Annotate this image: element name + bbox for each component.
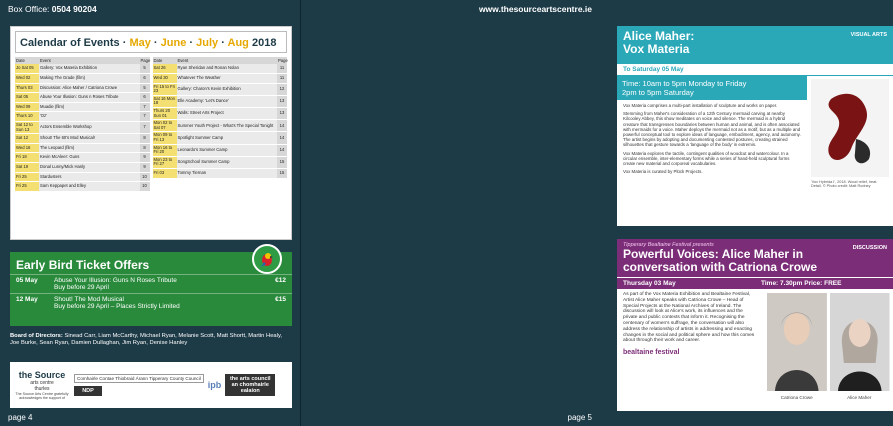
- offer-price: €15: [275, 296, 286, 303]
- event-name: Gallery: Vox Materia Exhibition: [39, 64, 140, 74]
- event-date: Thurs 03: [15, 83, 39, 93]
- table-row[interactable]: [153, 169, 288, 179]
- pv-description: [617, 289, 763, 395]
- event-page: 14: [277, 120, 287, 132]
- event-name: Leonardo's Summer Camp: [177, 144, 278, 156]
- header-page: Page: [278, 58, 288, 63]
- month-aug: Aug: [227, 37, 249, 49]
- vox-times: [617, 76, 807, 100]
- offer-date: 05 May: [16, 277, 38, 284]
- event-name: Elle Academy: 'Let's Dance': [177, 95, 278, 107]
- calendar-title: Calendar of Events · May · June · July · Aug 2018: [15, 31, 287, 53]
- event-page: 10: [140, 182, 150, 192]
- powerful-voices-header: [617, 239, 893, 277]
- event-page: 15: [277, 169, 287, 179]
- box-office-label: Box Office:: [8, 4, 50, 14]
- event-page: 9: [140, 153, 150, 163]
- vox-materia-header: [617, 26, 893, 64]
- calendar-column-left: [15, 57, 150, 192]
- ipb-logo: ipb: [207, 380, 222, 390]
- month-may: May: [129, 37, 151, 49]
- table-row[interactable]: [15, 122, 150, 134]
- council-logo: Comhairle Contae Thiobraid Árann Tipperary County Council: [74, 374, 204, 383]
- event-name: Actors Ensemble Workshop: [39, 122, 140, 134]
- photo-catriona-crowe: [767, 293, 827, 400]
- offer-deadline: Buy before 29 April – Places Strictly Limited: [54, 303, 180, 310]
- event-page: 13: [277, 95, 287, 107]
- pv-date: Thursday 03 May: [623, 280, 676, 287]
- event-name: Sam Keppapet and Elley: [39, 182, 140, 192]
- event-date: Wed 09: [15, 102, 39, 112]
- left-page: [0, 0, 300, 426]
- event-name: Discussion: Alice Maher / Catriona Crowe: [39, 83, 140, 93]
- event-name: Kevin McAleer: Guns: [39, 153, 140, 163]
- header-event: Event: [177, 57, 278, 64]
- event-date: Sat 05: [15, 93, 39, 103]
- parrot-icon: [252, 244, 282, 274]
- event-page: 7: [140, 102, 150, 112]
- event-date: Mon 02 to Sat 07: [153, 120, 177, 132]
- event-name: Walls: Street Arts Project: [177, 108, 278, 120]
- event-name: Gallery: Charon's Kevin Exhibition: [177, 83, 278, 95]
- event-page: 6: [140, 93, 150, 103]
- table-row[interactable]: [15, 172, 150, 182]
- board-of-directors: [10, 333, 292, 347]
- offer-title: Abuse Your Illusion: Guns N Roses Tribute: [54, 277, 177, 284]
- table-row[interactable]: [153, 132, 288, 144]
- event-name: Donal Lunny/Mick Hanly: [39, 163, 140, 173]
- photo-caption: Alice Maher: [847, 395, 872, 400]
- event-page: 7: [140, 122, 150, 134]
- header-event: Event: [39, 57, 140, 64]
- table-row[interactable]: [153, 120, 288, 132]
- source-note: The Source Arts Centre gratefully acknowledges the support of: [15, 392, 69, 400]
- event-name: Ryan Sheridan and Ronan Nolan: [177, 64, 278, 74]
- event-date: Fri 25: [15, 182, 39, 192]
- source-name: the Source: [18, 370, 66, 380]
- vox-run-dates: To Saturday 05 May: [617, 64, 893, 76]
- event-page: 15: [277, 156, 287, 168]
- ndp-logo: NDP: [74, 386, 102, 396]
- event-page: 12: [277, 83, 287, 95]
- calendar-column-right: [153, 57, 288, 192]
- vox-time-line2: 2pm to 5pm Saturday: [622, 88, 694, 97]
- event-date: Thurs 20 Sun 01: [153, 108, 177, 120]
- event-date: Fri 15 to Fri 23: [153, 83, 177, 95]
- event-page: 8: [140, 134, 150, 144]
- header-page: Page: [140, 58, 151, 63]
- offer-deadline: Buy before 29 April: [54, 284, 109, 291]
- event-page: 11: [277, 74, 287, 84]
- vox-para: Vox Materia comprises a multi-part installation of sculpture and works on paper.: [623, 103, 778, 108]
- festival-kicker: Tipperary Bealtaine Festival presents: [623, 242, 714, 248]
- bealtaine-logo: bealtaine festival: [623, 349, 680, 357]
- event-name: Stardusters: [39, 172, 140, 182]
- pv-title-line1: Powerful Voices: Alice Maher in: [623, 247, 804, 261]
- event-name: Abuse Your Illusion: Guns n Roses Tribute: [39, 93, 140, 103]
- table-row[interactable]: [15, 64, 150, 74]
- offer-row[interactable]: [10, 274, 292, 293]
- pv-title-line2: conversation with Catriona Crowe: [623, 260, 818, 274]
- event-name: 'Oz': [39, 112, 140, 122]
- box-office-bar: [0, 0, 300, 18]
- table-row[interactable]: [15, 143, 150, 153]
- calendar-year: 2018: [251, 37, 277, 49]
- event-page: 5: [140, 64, 150, 74]
- table-row[interactable]: [15, 83, 150, 93]
- offer-price: €12: [275, 277, 286, 284]
- month-july: July: [196, 37, 219, 49]
- visual-arts-tag: VISUAL ARTS: [850, 32, 887, 38]
- event-name: Spotlight Summer Camp: [177, 132, 278, 144]
- event-date: Sat 16 Mon 18: [153, 95, 177, 107]
- event-page: 6: [140, 74, 150, 84]
- table-row[interactable]: [153, 144, 288, 156]
- event-date: Sat 19: [15, 163, 39, 173]
- vox-time-line1: Time: 10am to 5pm Monday to Friday: [622, 79, 747, 88]
- event-date: Sat 12 to Sun 13: [15, 122, 39, 134]
- source-town: thurles: [34, 386, 50, 392]
- event-page: 13: [277, 108, 287, 120]
- vox-para: Vox Materia is curated by Plück Projects.: [623, 169, 703, 175]
- events-table-right: [153, 57, 288, 179]
- sponsor-logos: [10, 362, 292, 408]
- event-date: Sat 12: [15, 134, 39, 144]
- vox-description: [623, 103, 801, 174]
- event-page: 8: [140, 143, 150, 153]
- event-page: 7: [140, 112, 150, 122]
- website-bar: [301, 0, 600, 18]
- photo-alice-maher: [830, 293, 890, 400]
- event-name: Shout! The 60's Mod Musical!: [39, 134, 140, 144]
- page-number-right: page 5: [567, 413, 592, 422]
- table-row[interactable]: [15, 74, 150, 84]
- early-bird-title: Early Bird Ticket Offers: [16, 258, 150, 272]
- vox-title-line2: Vox Materia: [623, 42, 690, 56]
- month-june: June: [160, 37, 187, 49]
- calendar-of-events: [10, 26, 292, 240]
- table-row[interactable]: [15, 163, 150, 173]
- calendar-title-prefix: Calendar of Events: [20, 37, 120, 49]
- pv-text: As part of the Vox Materia Exhibition and Bealtaine Festival, Artist Alice Maher speaks with Catriona Crowe – Head of Special Projects at the National Archives of Ireland. The discussion will look at Alice's work, its influences and the private and public contexts that inform it. Recognising the centenary of women's suffrage, the conversation will also address the relationship of artists in addressing and enacting changes in the social and political sphere and how this comes about through their work and career.: [623, 292, 755, 344]
- vox-para: Vox Materia explores the tactile, contingent qualities of woodcut and watercolour. In a circular ensemble, inter-elementary forms while a series of hand-held sculptural forms create new material and corporeal vocabularies.: [623, 150, 790, 167]
- board-names: Sinead Carr, Liam McCarthy, Michael Ryan, Melanie Scott, Matt Shortt, Martin Healy, Joe Burke, Sean Ryan, Damien Dullaghan, Jim Ryan, Denise Hanley: [10, 333, 283, 347]
- website-link[interactable]: www.thesourceartscentre.ie: [478, 4, 592, 14]
- events-table-left: [15, 57, 150, 192]
- table-row[interactable]: [15, 93, 150, 103]
- event-date: Sat 26: [153, 64, 177, 74]
- event-page: 9: [140, 163, 150, 173]
- event-date: Mon 09 to Fri 13: [153, 132, 177, 144]
- pv-details-bar: [617, 277, 893, 289]
- event-name: SongSchool Summer Camp: [177, 156, 278, 168]
- event-date: Mon 16 to Fri 20: [153, 144, 177, 156]
- table-row[interactable]: [153, 108, 288, 120]
- event-name: Tommy Tiernan: [177, 169, 278, 179]
- table-row[interactable]: [15, 134, 150, 144]
- event-name: Making The Grade (film): [39, 74, 140, 84]
- event-date: Fri 25: [15, 172, 39, 182]
- vox-title-line1: Alice Maher:: [623, 29, 695, 43]
- table-row[interactable]: [153, 74, 288, 84]
- photo-caption: Catriona Crowe: [780, 395, 813, 400]
- event-page: 5: [140, 83, 150, 93]
- vox-materia-panel: [617, 26, 893, 226]
- event-date: Jo Sat 05: [15, 64, 39, 74]
- artwork-caption: 'Vox Hybrida I', 2018. Wood relief, heat. Detail. © Photo credit: Matt Rodney: [811, 180, 878, 189]
- right-page: [300, 0, 887, 426]
- pv-time-price: Time: 7.30pm Price: FREE: [761, 280, 842, 287]
- header-date: Date: [153, 57, 177, 64]
- powerful-voices-panel: [617, 239, 893, 411]
- table-row[interactable]: [15, 112, 150, 122]
- offer-title: Shout! The Mod Musical: [54, 296, 124, 303]
- event-date: Thurs 10: [15, 112, 39, 122]
- header-date: Date: [15, 57, 39, 64]
- event-date: Fri 03: [153, 169, 177, 179]
- event-date: Wed 16: [15, 143, 39, 153]
- vox-para: Stemming from Maher's consideration of a 12th Century mermaid carving at nearby Kilcooley Abbey, this show meditates on voice and silence. The mermaid is a hybrid creature that transgresses boundaries between human and animal, and is often associated with mermaids for a voice. Maher deploys the mermaid not as a motif, but as a multiple and powerful conceptual tool to explore ideas of language, embodiment, agency, and autonomy. The artist begins by adopting and documenting contested postures, creating strained silhouettes that gesture towards a 'language of the body' in extremis.: [623, 111, 801, 148]
- artwork-image: [811, 79, 889, 177]
- discussion-tag: DISCUSSION: [852, 245, 887, 251]
- table-row[interactable]: [153, 156, 288, 168]
- event-page: 10: [140, 172, 150, 182]
- arts-council-logo: the arts council an chomhairle ealaíon: [225, 374, 275, 396]
- table-row[interactable]: [15, 102, 150, 112]
- box-office-phone[interactable]: 0504 90204: [51, 4, 97, 14]
- event-page: 11: [277, 64, 287, 74]
- offer-row[interactable]: [10, 293, 292, 312]
- event-date: Wed 02: [15, 74, 39, 84]
- table-row[interactable]: [15, 182, 150, 192]
- event-page: 14: [277, 132, 287, 144]
- event-page: 14: [277, 144, 287, 156]
- table-row[interactable]: [15, 153, 150, 163]
- source-sub: arts centre: [30, 380, 54, 386]
- event-name: Summer Youth Project - What's The Special Tonight: [177, 120, 278, 132]
- offer-date: 12 May: [16, 296, 38, 303]
- event-date: Mon 23 to Fri 27: [153, 156, 177, 168]
- table-row[interactable]: [153, 64, 288, 74]
- event-name: Whatever The Weather: [177, 74, 278, 84]
- early-bird-panel: [10, 252, 292, 326]
- board-label: Board of Directors:: [10, 333, 63, 339]
- event-name: The Leopard (film): [39, 143, 140, 153]
- table-row[interactable]: [153, 95, 288, 107]
- event-name: Muadie (film): [39, 102, 140, 112]
- event-date: Wed 30: [153, 74, 177, 84]
- page-number-left: page 4: [8, 413, 33, 422]
- event-date: Fri 18: [15, 153, 39, 163]
- source-logo: [14, 370, 70, 400]
- table-row[interactable]: [153, 83, 288, 95]
